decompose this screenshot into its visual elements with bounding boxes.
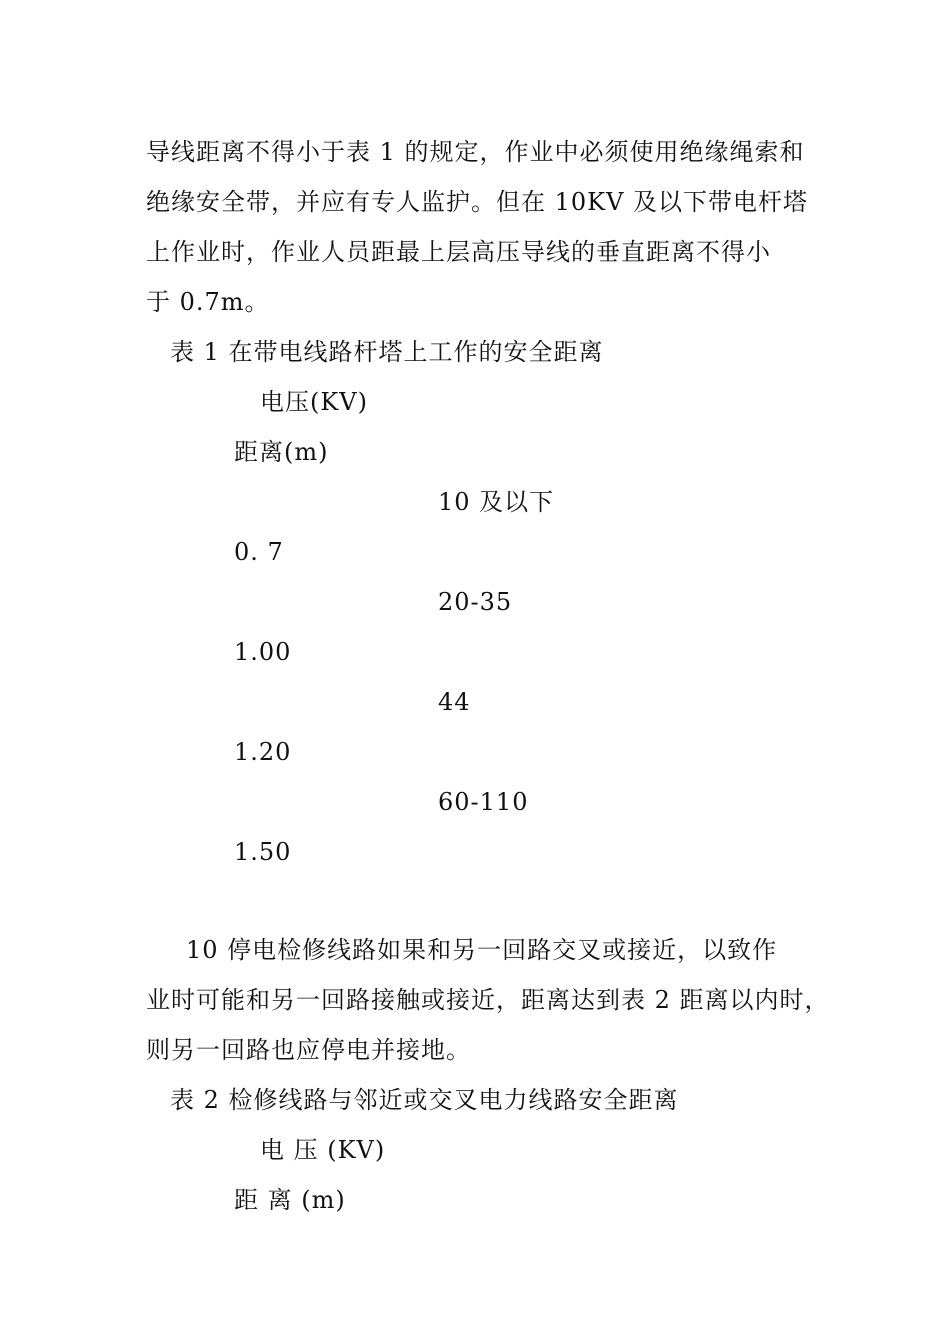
table-2-voltage-header: 电 压 (KV) [260,1136,386,1164]
paragraph-2-line-1: 10 停电检修线路如果和另一回路交叉或接近，以致作 [186,936,778,964]
table-1-row-3-voltage: 44 [438,688,471,716]
paragraph-2-line-3: 则另一回路也应停电并接地。 [146,1036,471,1064]
table-1-distance-header: 距离(m) [234,438,329,466]
table-1-row-1-voltage: 10 及以下 [438,488,555,516]
table-1-row-4-voltage: 60-110 [438,788,529,816]
table-1-caption: 表 1 在带电线路杆塔上工作的安全距离 [170,338,604,366]
paragraph-1-line-4: 于 0.7m。 [146,288,270,316]
table-1-row-3-distance: 1.20 [234,738,292,766]
table-2-distance-header: 距 离 (m) [234,1186,346,1214]
table-1-row-4-distance: 1.50 [234,838,292,866]
paragraph-1-line-2: 绝缘安全带，并应有专人监护。但在 10KV 及以下带电杆塔 [146,188,809,216]
table-1-voltage-header: 电压(KV) [260,388,368,416]
paragraph-1-line-3: 上作业时，作业人员距最上层高压导线的垂直距离不得小 [146,238,771,266]
table-1-row-2-distance: 1.00 [234,638,292,666]
table-1-row-1-distance: 0. 7 [234,538,284,566]
paragraph-1-line-1: 导线距离不得小于表 1 的规定，作业中必须使用绝缘绳索和 [146,138,805,166]
table-2-caption: 表 2 检修线路与邻近或交叉电力线路安全距离 [170,1086,679,1114]
paragraph-2-line-2: 业时可能和另一回路接触或接近，距离达到表 2 距离以内时， [146,986,830,1014]
table-1-row-2-voltage: 20-35 [438,588,513,616]
